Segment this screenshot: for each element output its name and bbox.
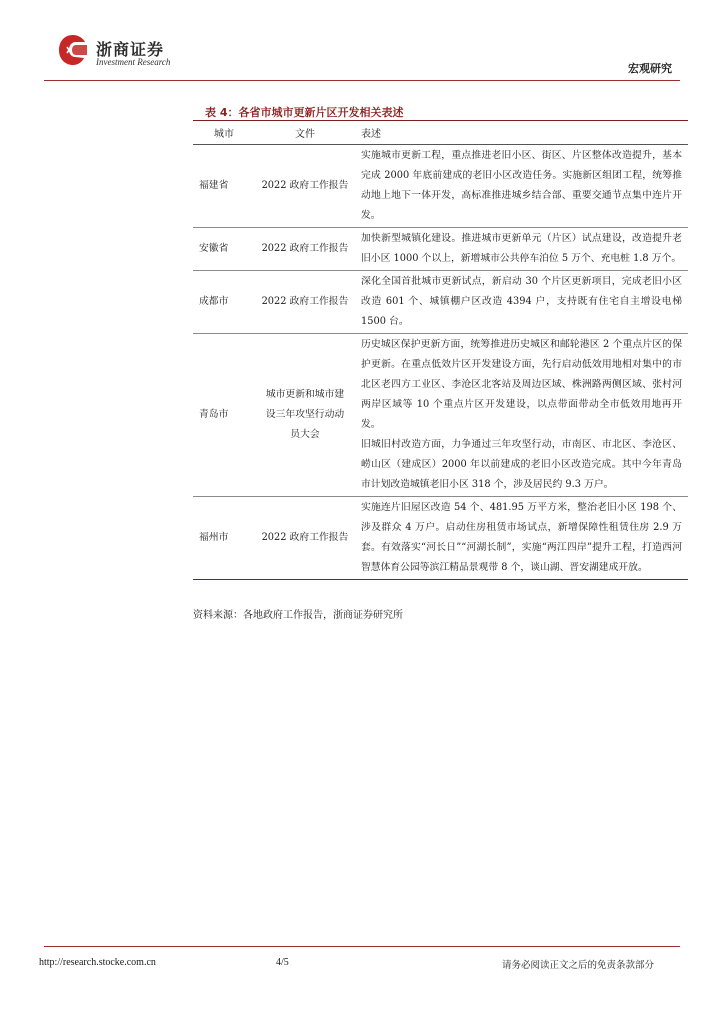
footer-rule	[44, 946, 680, 947]
row-city: 安徽省	[193, 228, 255, 271]
row-statement	[355, 271, 688, 334]
table-title: 表 4：各省市城市更新片区开发相关表述	[205, 106, 404, 119]
row-statement	[355, 497, 688, 580]
row-city: 成都市	[193, 271, 255, 334]
table-header-row	[193, 121, 688, 145]
row-city: 福州市	[193, 497, 255, 580]
row-city: 青岛市	[193, 334, 255, 497]
table-row	[193, 145, 688, 228]
row-statement	[355, 228, 688, 271]
footer-url: http://research.stocke.com.cn	[39, 957, 156, 968]
statement-paragraph: 历史城区保护更新方面，统筹推进历史城区和邮轮港区 2 个重点片区的保护更新。在重点低效片区开发建设方面，先行启动低效用地相对集中的市北区老四方工业区、李沧区北客站及周边区域、株洲路两侧区域、张村河两岸区域等 10 个重点片区开发建设，以点带面带动全市低效用地再开发。	[361, 339, 682, 430]
table-source-note: 资料来源：各地政府工作报告，浙商证券研究所	[193, 610, 403, 621]
row-statement	[355, 334, 688, 497]
table-row	[193, 228, 688, 271]
statement-paragraph: 旧城旧村改造方面，力争通过三年攻坚行动，市南区、市北区、李沧区、崂山区（建成区）2000 年以前建成的老旧小区改造完成。其中今年青岛市计划改造城镇老旧小区 318 个，涉及居民约 9.3 万户。	[361, 439, 682, 490]
statement-paragraph: 实施城市更新工程，重点推进老旧小区、街区、片区整体改造提升，基本完成 2000 年底前建成的老旧小区改造任务。实施新区组团工程，统筹推动地上地下一体开发，高标准推进城乡结合部、重要交通节点集中连片开发。	[361, 150, 682, 221]
column-header-statement: 表述	[355, 121, 688, 145]
zheshang-logo-icon	[57, 33, 89, 67]
section-label: 宏观研究	[628, 62, 672, 75]
statement-paragraph: 深化全国首批城市更新试点，新启动 30 个片区更新项目，完成老旧小区改造 601 个、城镇棚户区改造 4394 户，支持既有住宅自主增设电梯 1500 台。	[361, 276, 682, 327]
row-document: 城市更新和城市建设三年攻坚行动动员大会	[255, 334, 355, 497]
row-statement	[355, 145, 688, 228]
logo-english-text: Investment Research	[96, 57, 171, 67]
statement-paragraph: 实施连片旧屋区改造 54 个、481.95 万平方米，整治老旧小区 198 个、涉及群众 4 万户。启动住房租赁市场试点，新增保障性租赁住房 2.9 万套。有效落实“河长日”“河湖长制”，实施“两江四岸”提升工程，打造西河智慧体育公园等滨江精品景观带 8 个，谈山湖、晋安湖建成开放。	[361, 502, 682, 573]
row-city: 福建省	[193, 145, 255, 228]
column-header-city: 城市	[193, 121, 255, 145]
row-document: 2022 政府工作报告	[255, 228, 355, 271]
table-row	[193, 497, 688, 580]
table-row	[193, 271, 688, 334]
logo-chinese-text: 浙商证券	[96, 40, 165, 59]
page-number: 4/5	[276, 957, 289, 968]
table-row	[193, 334, 688, 497]
statement-paragraph: 加快新型城镇化建设。推进城市更新单元（片区）试点建设，改造提升老旧小区 1000 个以上，新增城市公共停车泊位 5 万个、充电桩 1.8 万个。	[361, 233, 682, 264]
row-document: 2022 政府工作报告	[255, 497, 355, 580]
row-document: 2022 政府工作报告	[255, 145, 355, 228]
header-rule	[44, 80, 680, 81]
page-header	[0, 0, 724, 90]
city-renewal-table	[193, 120, 688, 580]
row-document: 2022 政府工作报告	[255, 271, 355, 334]
column-header-document: 文件	[255, 121, 355, 145]
footer-disclaimer: 请务必阅读正文之后的免责条款部分	[501, 960, 654, 971]
